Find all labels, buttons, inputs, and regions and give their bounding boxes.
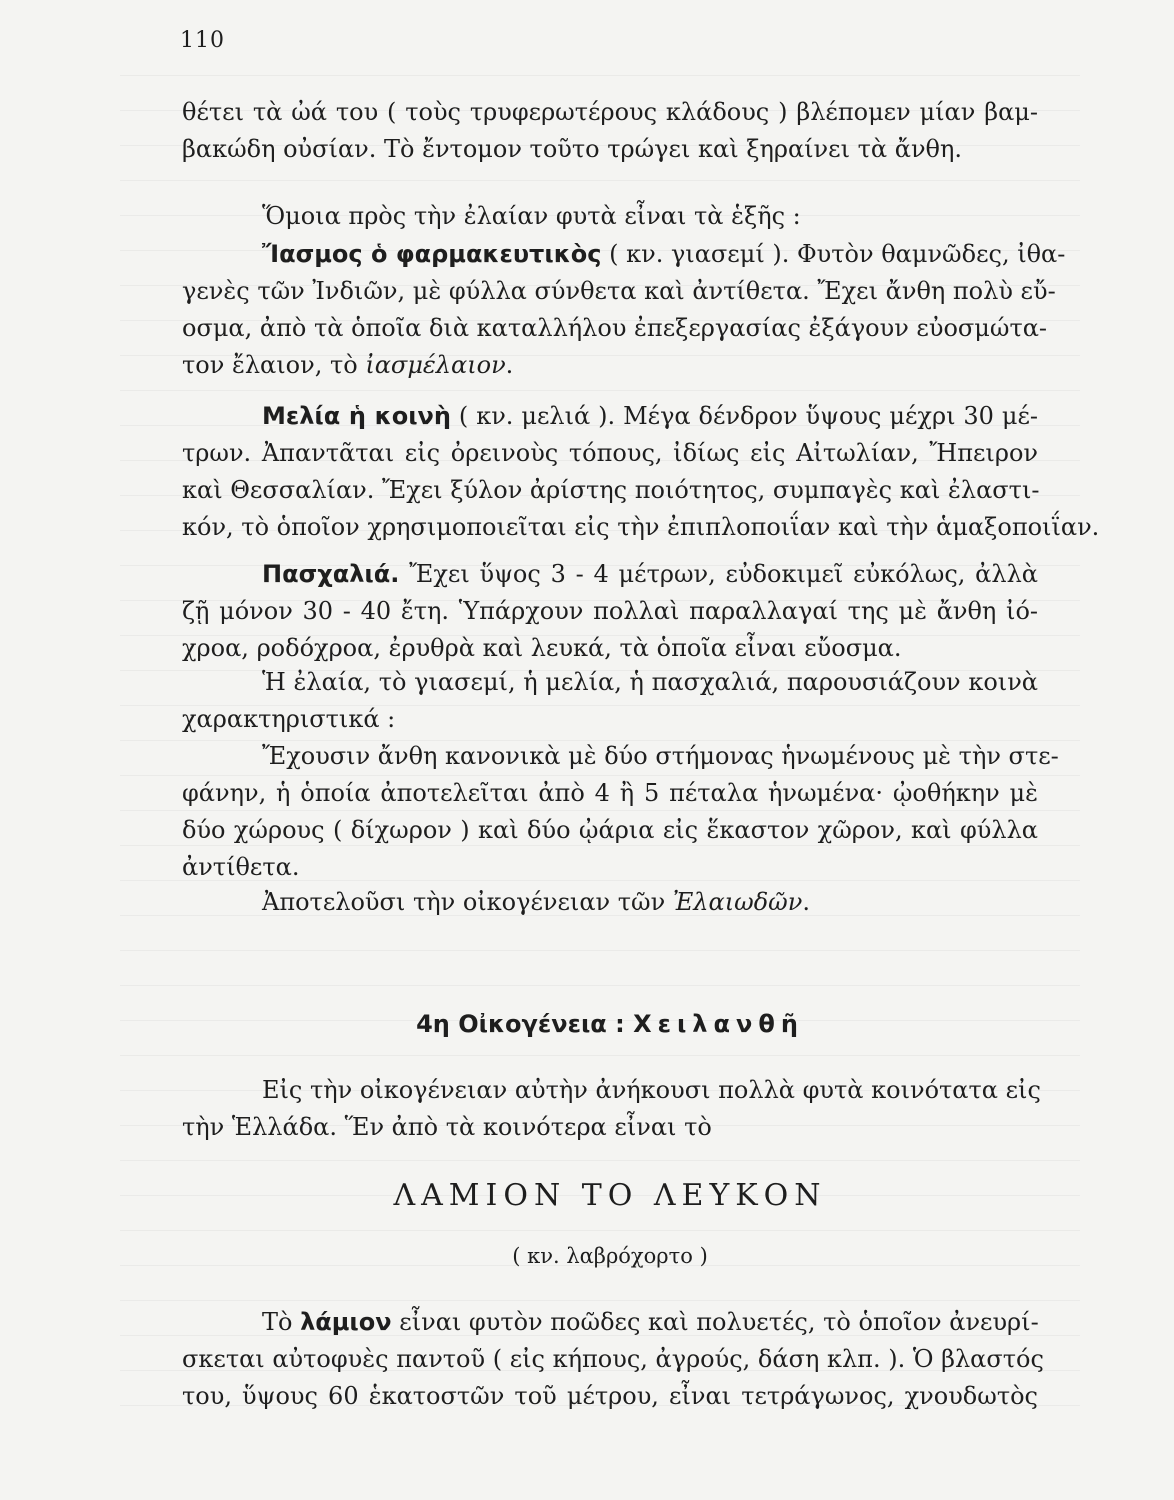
text-line: φάνην, ἡ ὁποία ἀποτελεῖται ἀπὸ 4 ἢ 5 πέταλα ἡνωμένα· ᾠοθήκην μὲ <box>182 779 1038 807</box>
text-run: . <box>505 351 514 379</box>
text-run: ( κν. γιασεμί ). Φυτὸν θαμνῶδες, ἰθα- <box>601 240 1066 268</box>
paragraph-common <box>182 664 1038 738</box>
paragraph-lamium <box>182 1304 1044 1415</box>
page-number: 110 <box>180 28 225 53</box>
text-line: ζῇ μόνον 30 - 40 ἔτη. Ὑπάρχουν πολλαὶ παραλλαγαί της μὲ ἄνθη ἰό- <box>182 597 1038 625</box>
text-run: . <box>802 888 810 916</box>
text-line <box>182 398 1038 435</box>
paragraph-jasmine <box>182 236 1066 384</box>
text-line: τρων. Ἀπαντᾶται εἰς ὀρεινοὺς τόπους, ἰδίως εἰς Αἰτωλίαν, Ἤπειρον <box>182 439 1038 467</box>
text-line <box>182 236 1066 273</box>
text-line: ἀντίθετα. <box>182 853 300 881</box>
term-lilac: Πασχαλιά. <box>262 560 400 588</box>
text-line <box>182 884 1038 921</box>
section-family-name: Χειλανθῆ <box>633 1010 804 1038</box>
text-run: εἶναι φυτὸν ποῶδες καὶ πολυετές, τὸ ὁποῖον ἀνευρί- <box>391 1308 1039 1336</box>
text-line: Ἔχουσιν ἄνθη κανονικὰ μὲ δύο στήμονας ἡνωμένους μὲ τὴν στε- <box>262 742 1059 770</box>
text-line: γενὲς τῶν Ἰνδιῶν, μὲ φύλλα σύνθετα καὶ ἀντίθετα. Ἔχει ἄνθη πολὺ εὔ- <box>182 277 1056 305</box>
text-line: Ἡ ἐλαία, τὸ γιασεμί, ἡ μελία, ἡ πασχαλιά, παρουσιάζουν κοινὰ <box>262 668 1038 696</box>
text-line: χαρακτηριστικά : <box>182 705 396 733</box>
text-run: Τὸ <box>262 1308 301 1336</box>
paragraph-family <box>182 884 1038 921</box>
text-line <box>182 347 1038 384</box>
text-line: δύο χώρους ( δίχωρον ) καὶ δύο ᾠάρια εἰς ἕκαστον χῶρον, καὶ φύλλα <box>182 816 1038 844</box>
text-line: κόν, τὸ ὁποῖον χρησιμοποιεῖται εἰς τὴν ἐπιπλοποιΐαν καὶ τὴν ἁμαξοποιΐαν. <box>182 513 1100 541</box>
term-melia: Μελία ἡ κοινὴ <box>262 402 451 430</box>
text-line: Ὅμοια πρὸς τὴν ἐλαίαν φυτὰ εἶναι τὰ ἑξῆς : <box>262 202 801 230</box>
text-run: Ἀποτελοῦσι τὴν οἰκογένειαν τῶν <box>262 888 673 916</box>
text-line: καὶ Θεσσαλίαν. Ἔχει ξύλον ἀρίστης ποιότητος, συμπαγὲς καὶ ἐλαστι- <box>182 476 1040 504</box>
section-prefix: 4η Οἰκογένεια : <box>416 1010 634 1038</box>
text-line: του, ὕψους 60 ἑκατοστῶν τοῦ μέτρου, εἶναι τετράγωνος, χνουδωτὸς <box>182 1382 1038 1410</box>
plant-title: ΛΑΜΙΟΝ ΤΟ ΛΕΥΚΟΝ <box>393 1178 827 1213</box>
text-run: τον ἔλαιον, τὸ <box>182 351 366 379</box>
text-line: οσμα, ἀπὸ τὰ ὁποῖα διὰ καταλλήλου ἐπεξεργασίας ἐξάγουν εὐοσμώτα- <box>182 314 1048 342</box>
paragraph-insect <box>182 94 1038 168</box>
text-line <box>182 1304 1038 1341</box>
term-jasmine: Ἴασμος ὁ φαρμακευτικὸς <box>262 240 602 268</box>
text-line: Εἰς τὴν οἰκογένειαν αὐτὴν ἀνήκουσι πολλὰ φυτὰ κοινότατα εἰς <box>262 1076 1041 1104</box>
text-line: σκεται αὐτοφυὲς παντοῦ ( εἰς κήπους, ἀγρούς, δάση κλπ. ). Ὁ βλαστός <box>182 1345 1044 1373</box>
text-line: χροα, ροδόχροα, ἐρυθρὰ καὶ λευκά, τὰ ὁποῖα εἶναι εὔοσμα. <box>182 634 902 662</box>
section-heading <box>182 1010 1038 1038</box>
text-run: ( κν. μελιά ). Μέγα δένδρον ὕψους μέχρι 30 μέ- <box>451 402 1039 430</box>
term-jasmine-oil: ἰασμέλαιον <box>365 351 506 379</box>
paragraph-melia <box>182 398 1100 546</box>
term-lamium: λάμιον <box>300 1308 392 1336</box>
text-line: θέτει τὰ ὠά του ( τοὺς τρυφερωτέρους κλάδους ) βλέπομεν μίαν βαμ- <box>182 98 1038 126</box>
text-line <box>182 556 1038 593</box>
text-line: τὴν Ἑλλάδα. Ἕν ἀπὸ τὰ κοινότερα εἶναι τὸ <box>182 1113 712 1141</box>
paragraph-features <box>182 738 1059 886</box>
text-run: Ἔχει ὕψος 3 - 4 μέτρων, εὐδοκιμεῖ εὐκόλως, ἀλλὰ <box>399 560 1038 588</box>
term-family: Ἐλαιωδῶν <box>672 888 803 916</box>
paragraph-similar-plants <box>182 198 1038 235</box>
paragraph-intro <box>182 1072 1041 1146</box>
paragraph-lilac <box>182 556 1038 667</box>
plant-common-name: ( κν. λαβρόχορτο ) <box>512 1244 708 1268</box>
text-line: βακώδη οὐσίαν. Τὸ ἔντομον τοῦτο τρώγει καὶ ξηραίνει τὰ ἄνθη. <box>182 135 962 163</box>
